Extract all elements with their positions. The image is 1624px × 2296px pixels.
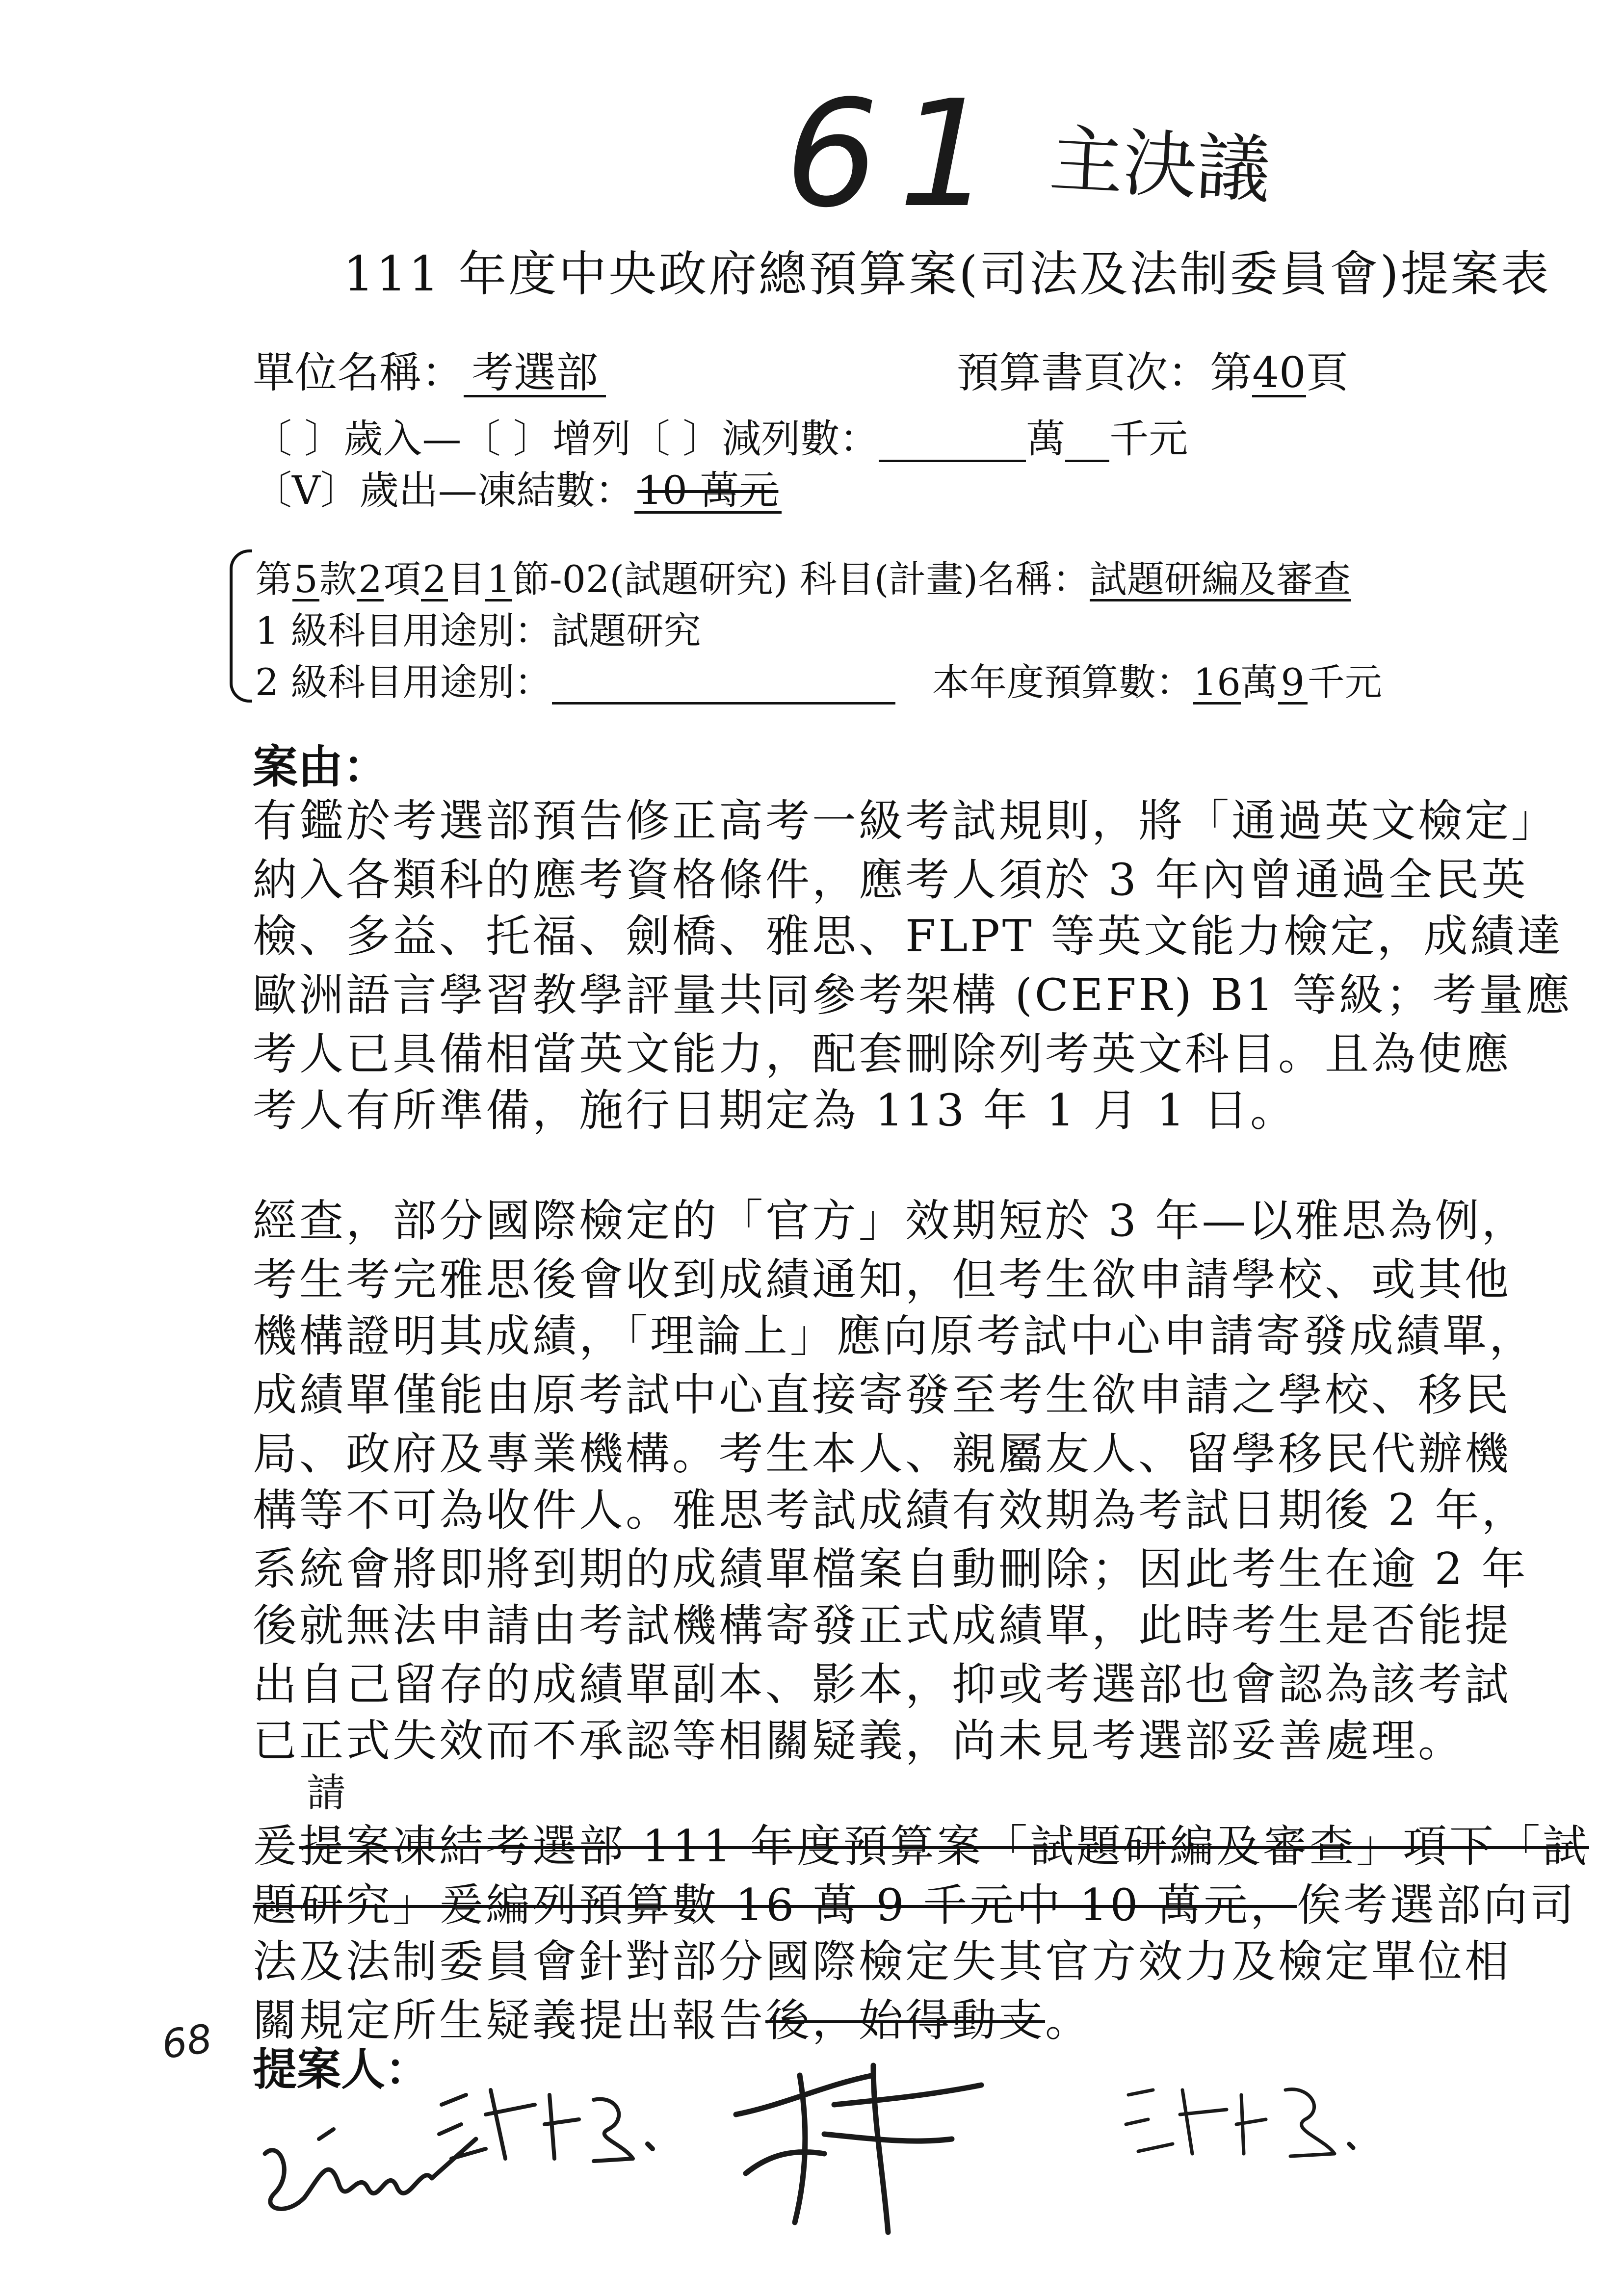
paragraph2-line: 機構證明其成績，「理論上」應向原考試中心申請寄發成績單， [253, 1310, 1536, 1362]
page-ref-label: 預算書頁次：第 [957, 348, 1252, 397]
budget-row [932, 652, 1382, 706]
p3-line4-struck: 後，始得動支 [765, 1995, 1045, 2046]
paragraph2-line: 構等不可為收件人。雅思考試成績有效期為考試日期後 2 年， [253, 1485, 1528, 1536]
signature-3 [726, 2046, 1001, 2242]
unit-label: 單位名稱： [253, 348, 464, 397]
budget-wan-label: 萬 [1240, 660, 1278, 704]
budget-wan: 16 [1193, 660, 1241, 704]
paragraph1-line: 考人有所準備，施行日期定為 113 年 1 月 1 日。 [253, 1085, 1297, 1136]
budget-label: 本年度預算數： [932, 660, 1193, 704]
expense-line-text: 〔V〕歲出—凍結數： [253, 468, 634, 513]
unit-name-row [253, 339, 606, 399]
level2-label: 2 級科目用途別： [255, 660, 552, 704]
subject-mu: 2 [421, 560, 448, 601]
handwritten-resolution-mark: 主決議 [1048, 117, 1273, 214]
paragraph3-line-2 [253, 1869, 1576, 1933]
revenue-unit-wan: 萬 [1026, 416, 1066, 462]
handwritten-margin-number: 68 [159, 2015, 215, 2068]
reason-heading: 案由： [253, 740, 389, 793]
p3-line2-struck: 題研究」爰編列預算數 16 萬 9 千元中 10 萬元， [253, 1879, 1297, 1931]
p3-line4-end: 。 [1045, 1995, 1092, 2046]
subject-jie: 1 [485, 560, 512, 601]
revenue-amount-blank [879, 418, 1026, 462]
p3-line1-struck: 提案凍結考選部 111 年度預算案「試題研編及審查」項下「試 [299, 1821, 1589, 1872]
paragraph1-line: 歐洲語言學習教學評量共同參考架構 (CEFR) B1 等級；考量應 [253, 969, 1572, 1021]
expense-line [253, 459, 782, 515]
paragraph2-line: 經查，部分國際檢定的「官方」效期短於 3 年—以雅思為例， [253, 1195, 1528, 1247]
level1-value: 試題研究 [551, 609, 701, 652]
subject-line-3 [255, 652, 895, 706]
page-ref-suffix: 頁 [1306, 348, 1348, 397]
subject-prefix: 第 [255, 557, 292, 601]
unit-value: 考選部 [464, 351, 606, 397]
paragraph2-line: 出自己留存的成績單副本、影本，抑或考選部也會認為該考試 [253, 1659, 1511, 1710]
subject-mu-label: 目 [448, 557, 485, 601]
subject-line-2 [255, 601, 701, 654]
paragraph2-line: 後就無法申請由考試機構寄發正式成績單，此時考生是否能提 [253, 1600, 1511, 1651]
subject-line-1 [255, 549, 1351, 603]
signature-4 [1119, 2070, 1423, 2168]
paragraph2-line: 考生考完雅思後會收到成績通知，但考生欲申請學校、或其他 [253, 1254, 1511, 1305]
subject-plan-name: 試題研編及審查 [1090, 557, 1351, 601]
page-ref-row [957, 339, 1348, 399]
paragraph1-line: 納入各類科的應考資格條件，應考人須於 3 年內曾通過全民英 [253, 854, 1528, 906]
page-title: 111 年度中央政府總預算案(司法及法制委員會)提案表 [343, 246, 1551, 302]
subject-kuan-label: 款 [319, 557, 357, 601]
paragraph1-line: 檢、多益、托福、劍橋、雅思、FLPT 等英文能力檢定，成績達 [253, 911, 1564, 962]
budget-suffix: 千元 [1307, 660, 1382, 704]
level1-label: 1 級科目用途別： [255, 609, 552, 652]
paragraph3-line-3: 法及法制委員會針對部分國際檢定失其官方效力及檢定單位相 [253, 1936, 1511, 1987]
subject-plan-label: 節-02(試題研究) 科目(計畫)名稱： [512, 557, 1090, 601]
signature-2 [432, 2075, 707, 2173]
level2-blank [552, 663, 895, 704]
subject-brace [230, 549, 252, 703]
p3-line1-plain: 爰 [253, 1821, 299, 1872]
paragraph3-line-1 [253, 1810, 1589, 1874]
paragraph1-line: 考人已具備相當英文能力，配套刪除列考英文科目。且為使應 [253, 1028, 1511, 1080]
paragraph2-line: 已正式失效而不承認等相關疑義，尚未見考選部妥善處理。 [253, 1715, 1465, 1767]
handwritten-number: 61 [785, 69, 1012, 240]
handwritten-insert-char: 請 [307, 1770, 346, 1816]
revenue-unit-qian: 千元 [1109, 416, 1188, 462]
subject-xiang: 2 [357, 560, 384, 601]
paragraph2-line: 系統會將即將到期的成績單檔案自動刪除；因此考生在逾 2 年 [253, 1543, 1528, 1595]
paragraph1-line: 有鑑於考選部預告修正高考一級考試規則，將「通過英文檢定」 [253, 795, 1558, 847]
expense-struck-amount: 10 萬元 [634, 470, 782, 514]
subject-xiang-label: 項 [384, 557, 421, 601]
proposer-label: 提案人： [253, 2043, 429, 2095]
p3-line4-plain: 關規定所生疑義提出報告 [253, 1995, 765, 2046]
budget-qian: 9 [1278, 663, 1308, 704]
page-ref-value: 40 [1252, 348, 1306, 397]
p3-line2-plain: 俟考選部向司 [1296, 1879, 1576, 1931]
paragraph2-line: 局、政府及專業機構。考生本人、親屬友人、留學移民代辦機 [253, 1428, 1511, 1480]
paragraph2-line: 成績單僅能由原考試中心直接寄發至考生欲申請之學校、移民 [253, 1369, 1511, 1421]
revenue-line-text: 〔 〕歲入—〔 〕增列〔 〕減列數： [253, 416, 879, 462]
revenue-qian-blank [1065, 418, 1109, 462]
subject-kuan: 5 [292, 560, 319, 601]
revenue-line [253, 407, 1188, 464]
